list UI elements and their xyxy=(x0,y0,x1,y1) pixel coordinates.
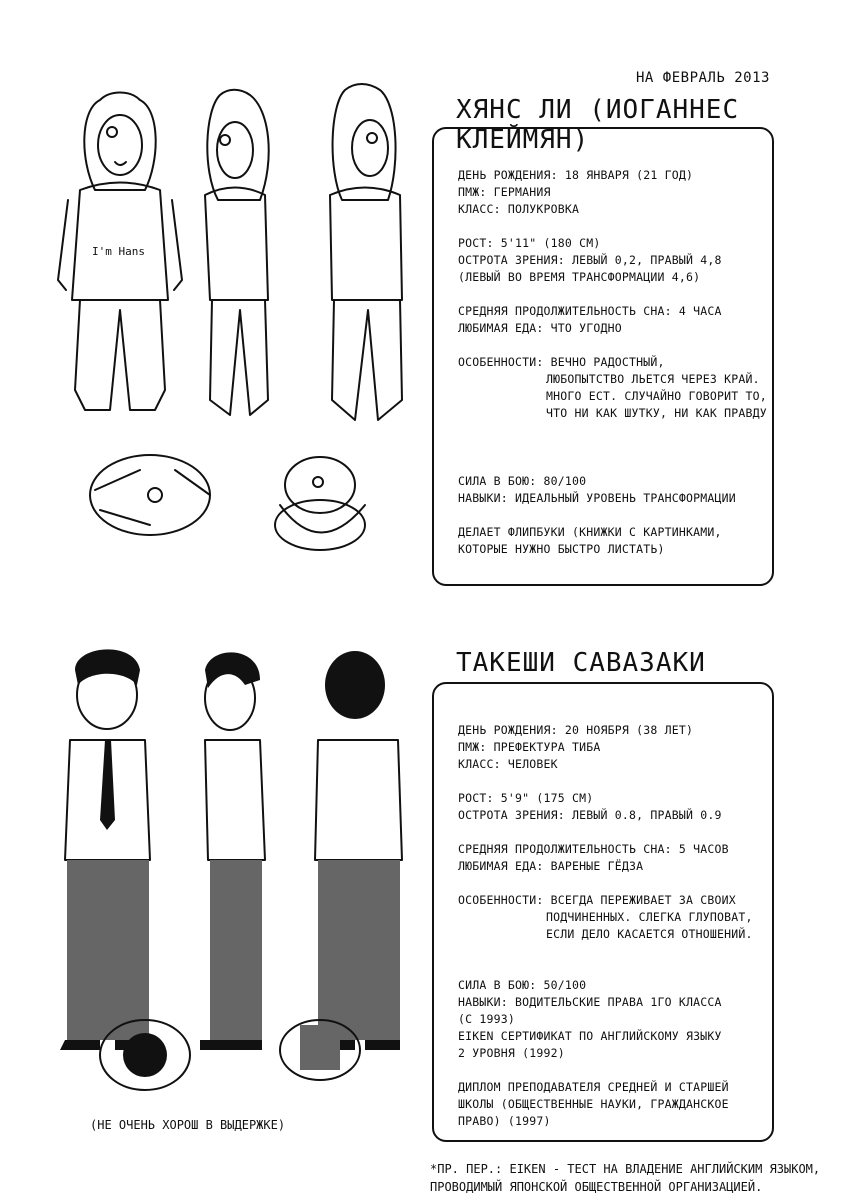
hans-skills: НАВЫКИ: ИДЕАЛЬНЫЙ УРОВЕНЬ ТРАНСФОРМАЦИИ xyxy=(458,491,736,505)
hans-side-figure xyxy=(205,90,269,415)
hans-profile-card xyxy=(432,127,774,586)
hans-height: РОСТ: 5'11" (180 СМ) xyxy=(458,236,601,250)
takeshi-power: СИЛА В БОЮ: 50/100 xyxy=(458,978,587,992)
translator-footnote xyxy=(430,1160,820,1196)
takeshi-class: КЛАСС: ЧЕЛОВЕК xyxy=(458,757,558,771)
hans-name: ХЯНС ЛИ (ИОГАННЕС КЛЕЙМЯН) xyxy=(456,95,740,155)
takeshi-side-figure xyxy=(200,652,265,1050)
hans-traits-line2: ЛЮБОПЫТСТВО ЛЬЕТСЯ ЧЕРЕЗ КРАЙ. xyxy=(546,372,760,386)
hans-traits-line4: ЧТО НИ КАК ШУТКУ, НИ КАК ПРАВДУ xyxy=(546,406,767,420)
takeshi-birthday: ДЕНЬ РОЖДЕНИЯ: 20 НОЯБРЯ (38 ЛЕТ) xyxy=(458,723,694,737)
hans-sleep: СРЕДНЯЯ ПРОДОЛЖИТЕЛЬНОСТЬ СНА: 4 ЧАСА xyxy=(458,304,722,318)
hans-hobby: ДЕЛАЕТ ФЛИПБУКИ (КНИЖКИ С КАРТИНКАМИ, xyxy=(458,525,722,539)
takeshi-food: ЛЮБИМАЯ ЕДА: ВАРЕНЫЕ ГЁДЗА xyxy=(458,859,644,873)
hans-hobby-line2: КОТОРЫЕ НУЖНО БЫСТРО ЛИСТАТЬ) xyxy=(458,542,665,556)
takeshi-sleep: СРЕДНЯЯ ПРОДОЛЖИТЕЛЬНОСТЬ СНА: 5 ЧАСОВ xyxy=(458,842,729,856)
takeshi-height: РОСТ: 5'9" (175 СМ) xyxy=(458,791,594,805)
hans-shirt-text: I'm Hans xyxy=(92,245,145,258)
takeshi-illustration xyxy=(45,640,425,1110)
takeshi-traits: ОСОБЕННОСТИ: ВСЕГДА ПЕРЕЖИВАЕТ ЗА СВОИХ xyxy=(458,893,736,907)
takeshi-skills: НАВЫКИ: ВОДИТЕЛЬСКИЕ ПРАВА 1ГО КЛАССА xyxy=(458,995,722,1009)
takeshi-traits-line3: ЕСЛИ ДЕЛО КАСАЕТСЯ ОТНОШЕНИЙ. xyxy=(546,927,753,941)
hans-eyesight-transform: (ЛЕВЫЙ ВО ВРЕМЯ ТРАНСФОРМАЦИИ 4,6) xyxy=(458,270,701,284)
hans-birthday: ДЕНЬ РОЖДЕНИЯ: 18 ЯНВАРЯ (21 ГОД) xyxy=(458,168,694,182)
takeshi-traits-line2: ПОДЧИНЕННЫХ. СЛЕГКА ГЛУПОВАТ, xyxy=(546,910,753,924)
takeshi-eiken: EIKEN СЕРТИФИКАТ ПО АНГЛИЙСКОМУ ЯЗЫКУ xyxy=(458,1029,722,1043)
takeshi-diploma-line2: ШКОЛЫ (ОБЩЕСТВЕННЫЕ НАУКИ, ГРАЖДАНСКОЕ xyxy=(458,1097,729,1111)
hans-back-figure xyxy=(330,84,402,420)
takeshi-eiken-line2: 2 УРОВНЯ (1992) xyxy=(458,1046,565,1060)
hans-traits: ОСОБЕННОСТИ: ВЕЧНО РАДОСТНЫЙ, xyxy=(458,355,665,369)
hans-eyesight: ОСТРОТА ЗРЕНИЯ: ЛЕВЫЙ 0,2, ПРАВЫЙ 4,8 xyxy=(458,253,722,267)
hans-class: КЛАСС: ПОЛУКРОВКА xyxy=(458,202,580,216)
hans-food: ЛЮБИМАЯ ЕДА: ЧТО УГОДНО xyxy=(458,321,622,335)
hans-power: СИЛА В БОЮ: 80/100 xyxy=(458,474,587,488)
takeshi-back-figure xyxy=(315,651,402,1050)
header-date: НА ФЕВРАЛЬ 2013 xyxy=(636,70,770,86)
hans-residence: ПМЖ: ГЕРМАНИЯ xyxy=(458,185,551,199)
hans-illustration xyxy=(40,70,420,590)
hans-top-view xyxy=(90,455,210,535)
takeshi-eyesight: ОСТРОТА ЗРЕНИЯ: ЛЕВЫЙ 0.8, ПРАВЫЙ 0.9 xyxy=(458,808,722,822)
takeshi-front-figure xyxy=(60,649,155,1050)
takeshi-skills-line2: (С 1993) xyxy=(458,1012,515,1026)
footnote-line2: ПРОВОДИМЫЙ ЯПОНСКОЙ ОБЩЕСТВЕННОЙ ОРГАНИЗАЦИЕЙ. xyxy=(430,1180,763,1194)
takeshi-diploma: ДИПЛОМ ПРЕПОДАВАТЕЛЯ СРЕДНЕЙ И СТАРШЕЙ xyxy=(458,1080,729,1094)
takeshi-residence: ПМЖ: ПРЕФЕКТУРА ТИБА xyxy=(458,740,601,754)
takeshi-caption: (НЕ ОЧЕНЬ ХОРОШ В ВЫДЕРЖКЕ) xyxy=(90,1118,286,1132)
takeshi-profile-card xyxy=(432,682,774,1142)
hans-front-figure xyxy=(58,93,182,411)
takeshi-name: ТАКЕШИ САВАЗАКИ xyxy=(456,648,706,678)
hans-crouching-view xyxy=(275,457,365,550)
hans-traits-line3: МНОГО ЕСТ. СЛУЧАЙНО ГОВОРИТ ТО, xyxy=(546,389,767,403)
footnote-line1: *ПР. ПЕР.: EIKEN - ТЕСТ НА ВЛАДЕНИЕ АНГЛИЙСКИМ ЯЗЫКОМ, xyxy=(430,1162,821,1176)
takeshi-diploma-line3: ПРАВО) (1997) xyxy=(458,1114,551,1128)
